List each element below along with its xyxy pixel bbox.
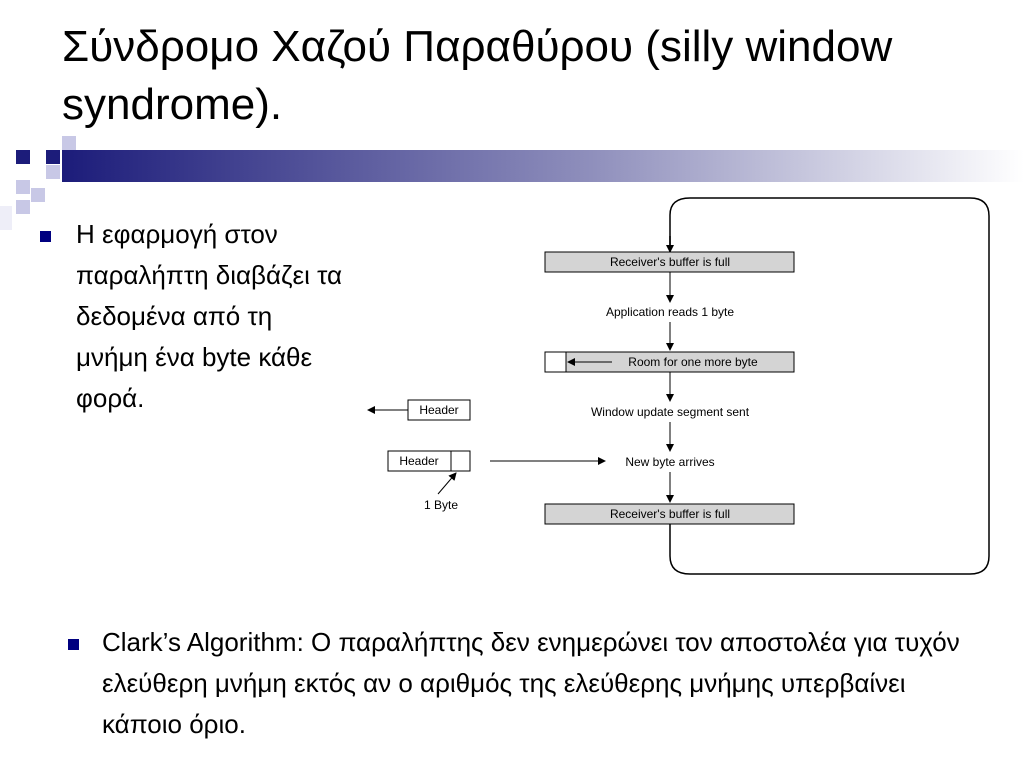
one-byte-label: 1 Byte: [423, 498, 459, 512]
buffer-full-top-label: Receiver's buffer is full: [609, 255, 731, 269]
free-byte-cell: [545, 352, 566, 372]
bullet-text: Η εφαρμογή στον παραλήπτη διαβάζει τα δεδομένα από τη μνήμη ένα byte κάθε φορά.: [76, 219, 343, 413]
bullet-text: Clark’s Algorithm: O παραλήπτης δεν ενημερώνει τον αποστολέα για τυχόν ελεύθερη μνήμη εκτός αν ο αριθμός της ελεύθερης μνήμης υπερβαίνει κάποιο όριο.: [102, 627, 960, 739]
slide-title: Σύνδρομο Χαζού Παραθύρου (silly window syndrome).: [62, 22, 893, 129]
bullet-square-icon: [68, 639, 79, 650]
bullet-item: [68, 622, 988, 745]
header-out-label: Header: [419, 403, 459, 417]
app-reads-label: Application reads 1 byte: [605, 305, 735, 319]
window-update-label: Window update segment sent: [590, 405, 750, 419]
buffer-full-bottom-label: Receiver's buffer is full: [609, 507, 731, 521]
header-in-label: Header: [399, 454, 439, 468]
new-byte-label: New byte arrives: [625, 455, 715, 469]
room-label: Room for one more byte: [628, 355, 758, 369]
one-byte-pointer: [438, 473, 456, 494]
